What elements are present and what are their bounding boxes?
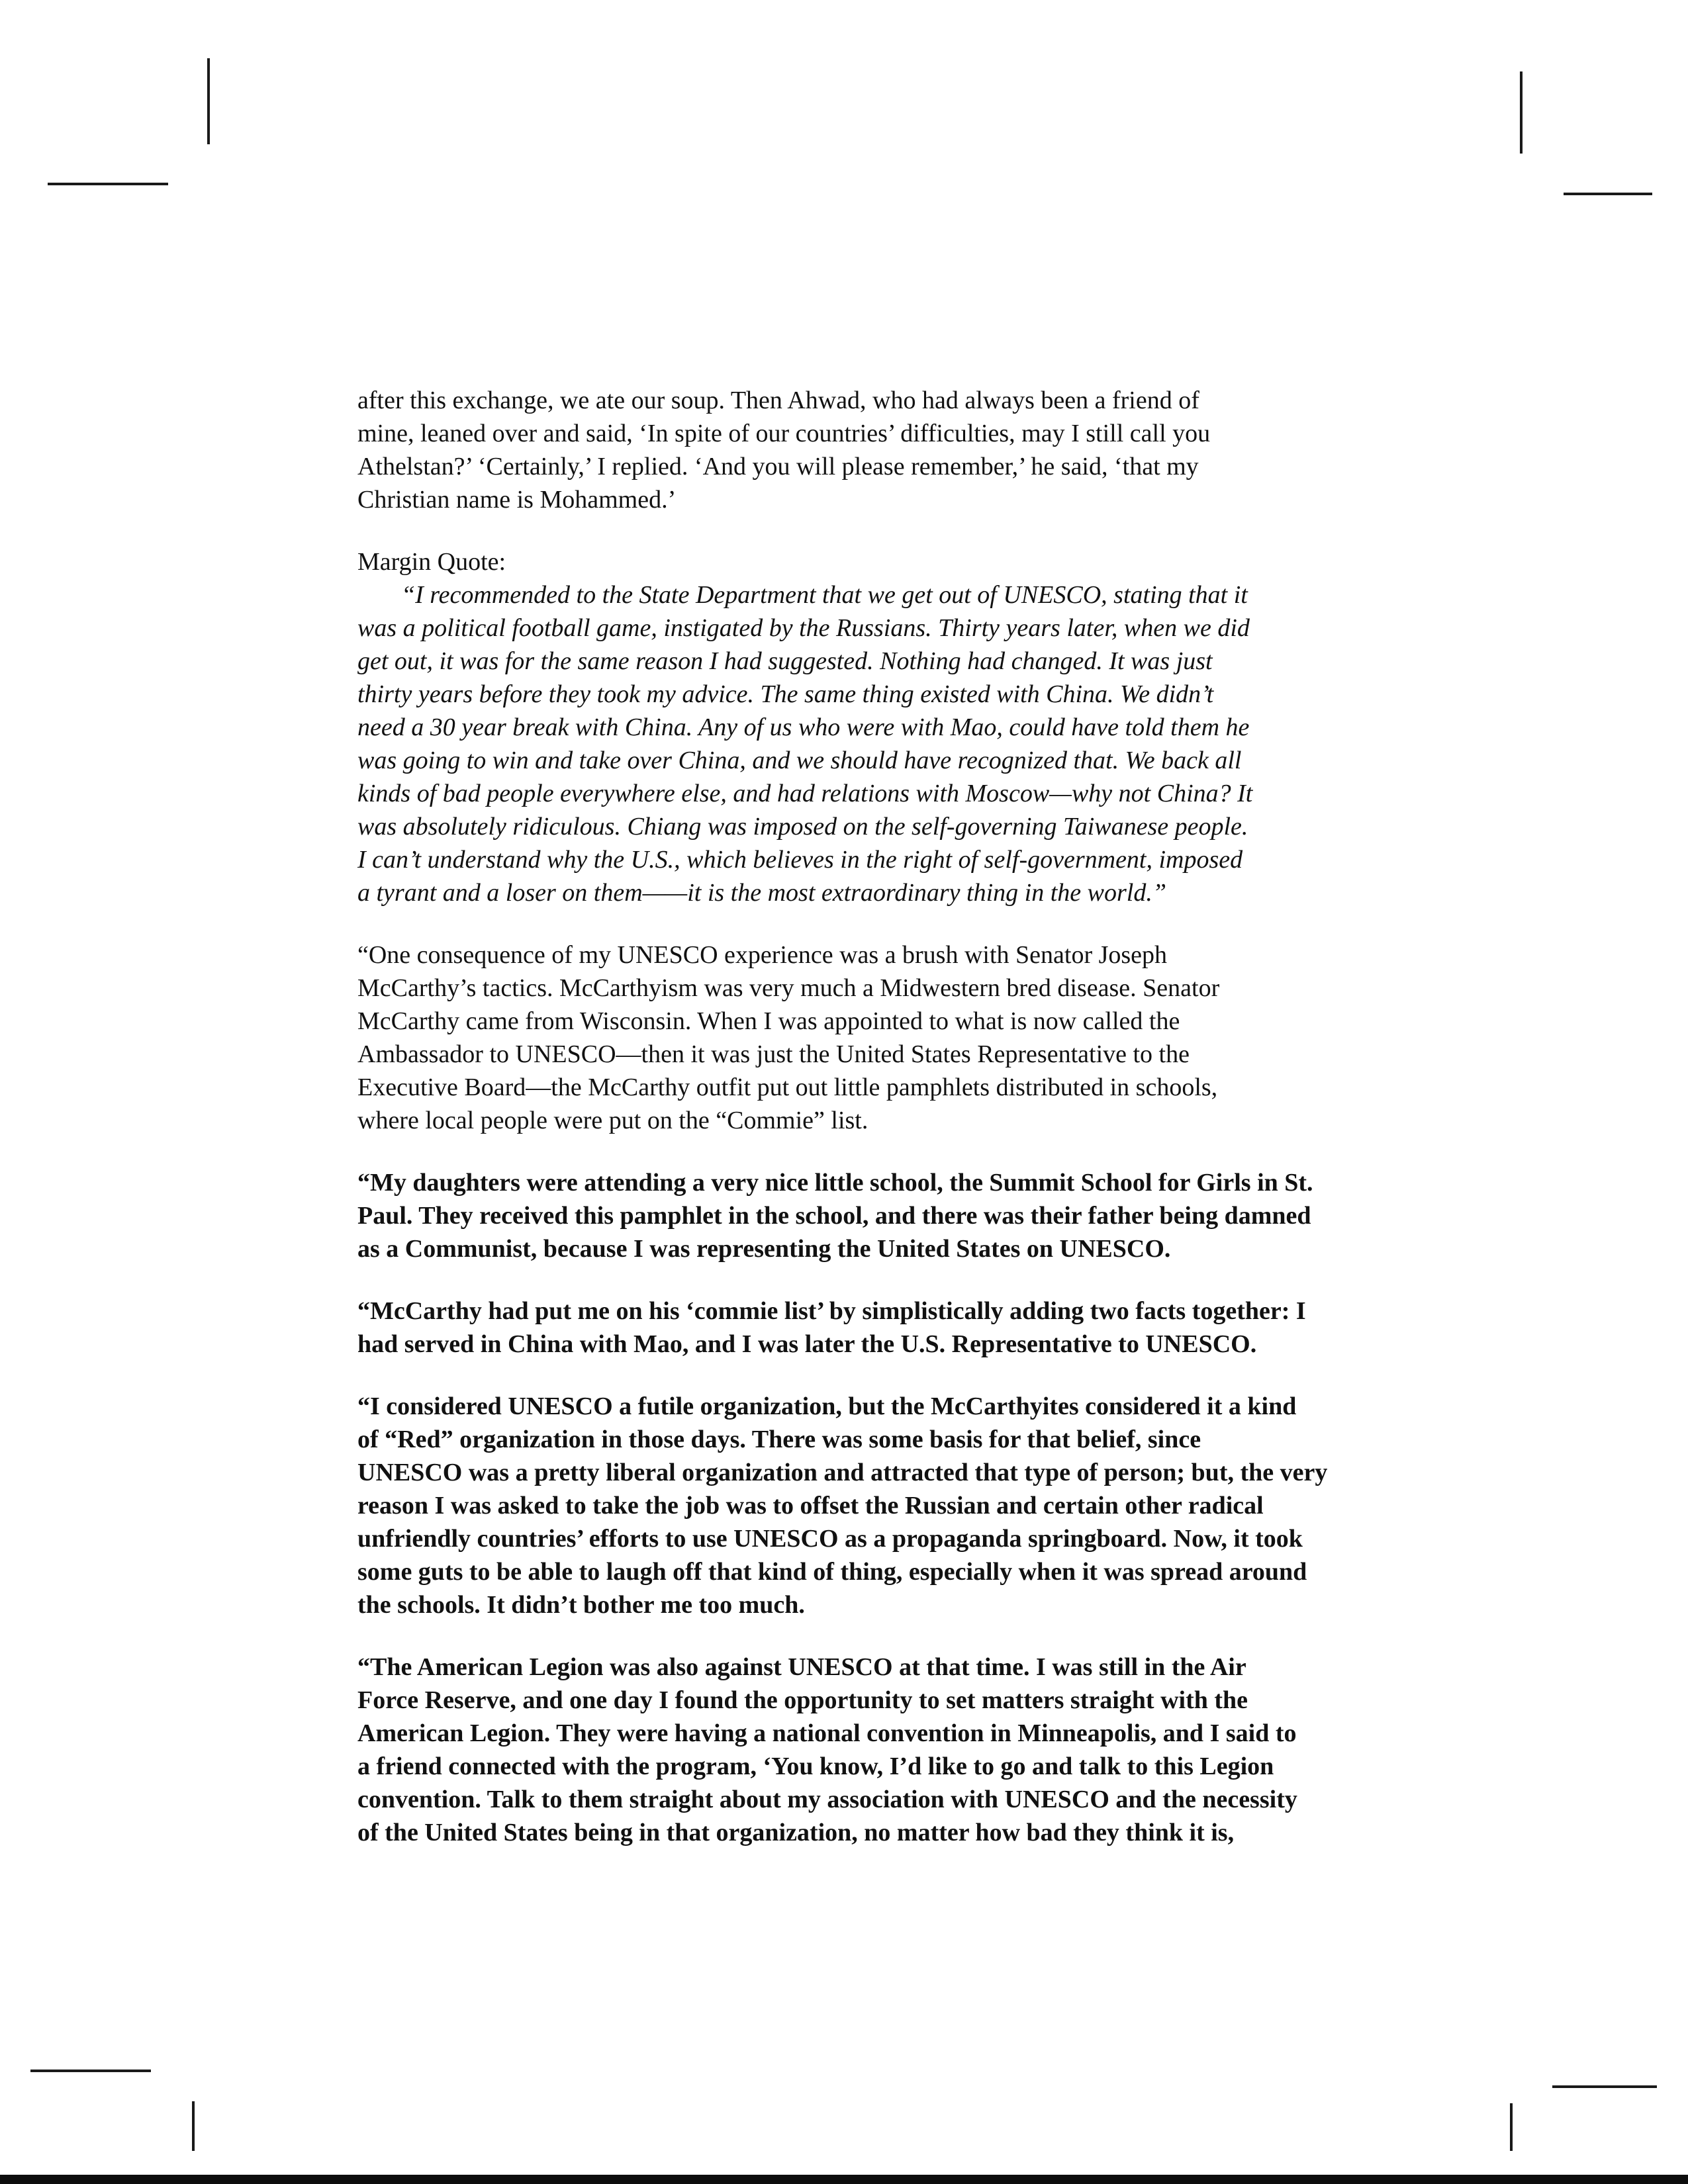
text-line: after this exchange, we ate our soup. Then Ahwad, who had always been a friend of (357, 387, 1199, 414)
text-line: of “Red” organization in those days. There was some basis for that belief, since (357, 1426, 1201, 1453)
crop-mark-bottom-right-vertical (1510, 2103, 1513, 2151)
text-line: “I considered UNESCO a futile organization, but the McCarthyites considered it a kind (357, 1392, 1297, 1420)
text-line: UNESCO was a pretty liberal organization and attracted that type of person; but, the very (357, 1459, 1328, 1486)
quote-line: get out, it was for the same reason I had suggested. Nothing had changed. It was just (357, 647, 1213, 675)
crop-mark-top-right-horizontal (1564, 193, 1652, 195)
quote-line: I can’t understand why the U.S., which believes in the right of self-government, imposed (357, 846, 1243, 874)
quote-line: a tyrant and a loser on them——it is the most extraordinary thing in the world.” (357, 879, 1166, 907)
text-line: some guts to be able to laugh off that kind of thing, especially when it was spread around (357, 1558, 1307, 1586)
text-line: mine, leaned over and said, ‘In spite of our countries’ difficulties, may I still call you (357, 420, 1211, 447)
text-line: unfriendly countries’ efforts to use UNESCO as a propaganda springboard. Now, it took (357, 1525, 1303, 1553)
crop-mark-top-left-horizontal (48, 183, 168, 185)
scan-bottom-edge (0, 2175, 1688, 2184)
crop-mark-bottom-right-horizontal (1552, 2085, 1657, 2088)
text-line: reason I was asked to take the job was to offset the Russian and certain other radical (357, 1492, 1264, 1520)
paragraph-daughters-school (357, 1166, 1364, 1265)
paragraph-mccarthy-tactics (357, 938, 1364, 1137)
text-line: “One consequence of my UNESCO experience was a brush with Senator Joseph (357, 941, 1168, 969)
quote-line: was absolutely ridiculous. Chiang was imposed on the self-governing Taiwanese people. (357, 813, 1248, 841)
quote-line: was a political football game, instigated by the Russians. Thirty years later, when we did (357, 614, 1250, 642)
text-line: a friend connected with the program, ‘You know, I’d like to go and talk to this Legion (357, 1752, 1274, 1780)
margin-quote-label: Margin Quote: (357, 548, 506, 576)
quote-line: was going to win and take over China, and we should have recognized that. We back all (357, 747, 1242, 774)
margin-quote-body (357, 578, 1364, 909)
text-line: had served in China with Mao, and I was later the U.S. Representative to UNESCO. (357, 1330, 1257, 1358)
quote-line: thirty years before they took my advice. The same thing existed with China. We didn’t (357, 680, 1214, 708)
text-line: Paul. They received this pamphlet in the school, and there was their father being damned (357, 1202, 1311, 1230)
margin-quote (357, 545, 1364, 909)
paragraph-commie-list (357, 1295, 1364, 1361)
text-line: as a Communist, because I was representing the United States on UNESCO. (357, 1235, 1171, 1263)
paragraph-american-legion (357, 1651, 1364, 1849)
text-line: Christian name is Mohammed.’ (357, 486, 677, 514)
text-line: “McCarthy had put me on his ‘commie list’ by simplistically adding two facts together: I (357, 1297, 1306, 1325)
text-line: Ambassador to UNESCO—then it was just the United States Representative to the (357, 1040, 1190, 1068)
quote-line: need a 30 year break with China. Any of us who were with Mao, could have told them he (357, 713, 1250, 741)
crop-mark-bottom-left-vertical (192, 2101, 195, 2151)
crop-mark-top-right-vertical (1520, 71, 1523, 154)
text-line: Executive Board—the McCarthy outfit put out little pamphlets distributed in schools, (357, 1073, 1218, 1101)
quote-line: kinds of bad people everywhere else, and had relations with Moscow—why not China? It (357, 780, 1253, 807)
crop-mark-top-left-vertical (207, 58, 210, 144)
crop-mark-bottom-left-horizontal (30, 2070, 151, 2072)
paragraph-unesco-futile (357, 1390, 1364, 1621)
text-line: Athelstan?’ ‘Certainly,’ I replied. ‘And you will please remember,’ he said, ‘that my (357, 453, 1199, 480)
text-line: of the United States being in that organization, no matter how bad they think it is, (357, 1819, 1235, 1846)
page-text (357, 384, 1364, 1849)
text-line: American Legion. They were having a national convention in Minneapolis, and I said to (357, 1719, 1297, 1747)
paragraph-soup-exchange (357, 384, 1364, 516)
text-line: “The American Legion was also against UNESCO at that time. I was still in the Air (357, 1653, 1246, 1681)
text-line: McCarthy’s tactics. McCarthyism was very much a Midwestern bred disease. Senator (357, 974, 1220, 1002)
text-line: McCarthy came from Wisconsin. When I was appointed to what is now called the (357, 1007, 1180, 1035)
text-line: “My daughters were attending a very nice little school, the Summit School for Girls in St. (357, 1169, 1313, 1197)
text-line: Force Reserve, and one day I found the opportunity to set matters straight with the (357, 1686, 1248, 1714)
quote-line: “I recommended to the State Department that we get out of UNESCO, stating that it (401, 581, 1248, 609)
text-line: the schools. It didn’t bother me too much. (357, 1591, 805, 1619)
text-line: where local people were put on the “Commie” list. (357, 1107, 868, 1134)
text-line: convention. Talk to them straight about my association with UNESCO and the necessity (357, 1786, 1297, 1813)
